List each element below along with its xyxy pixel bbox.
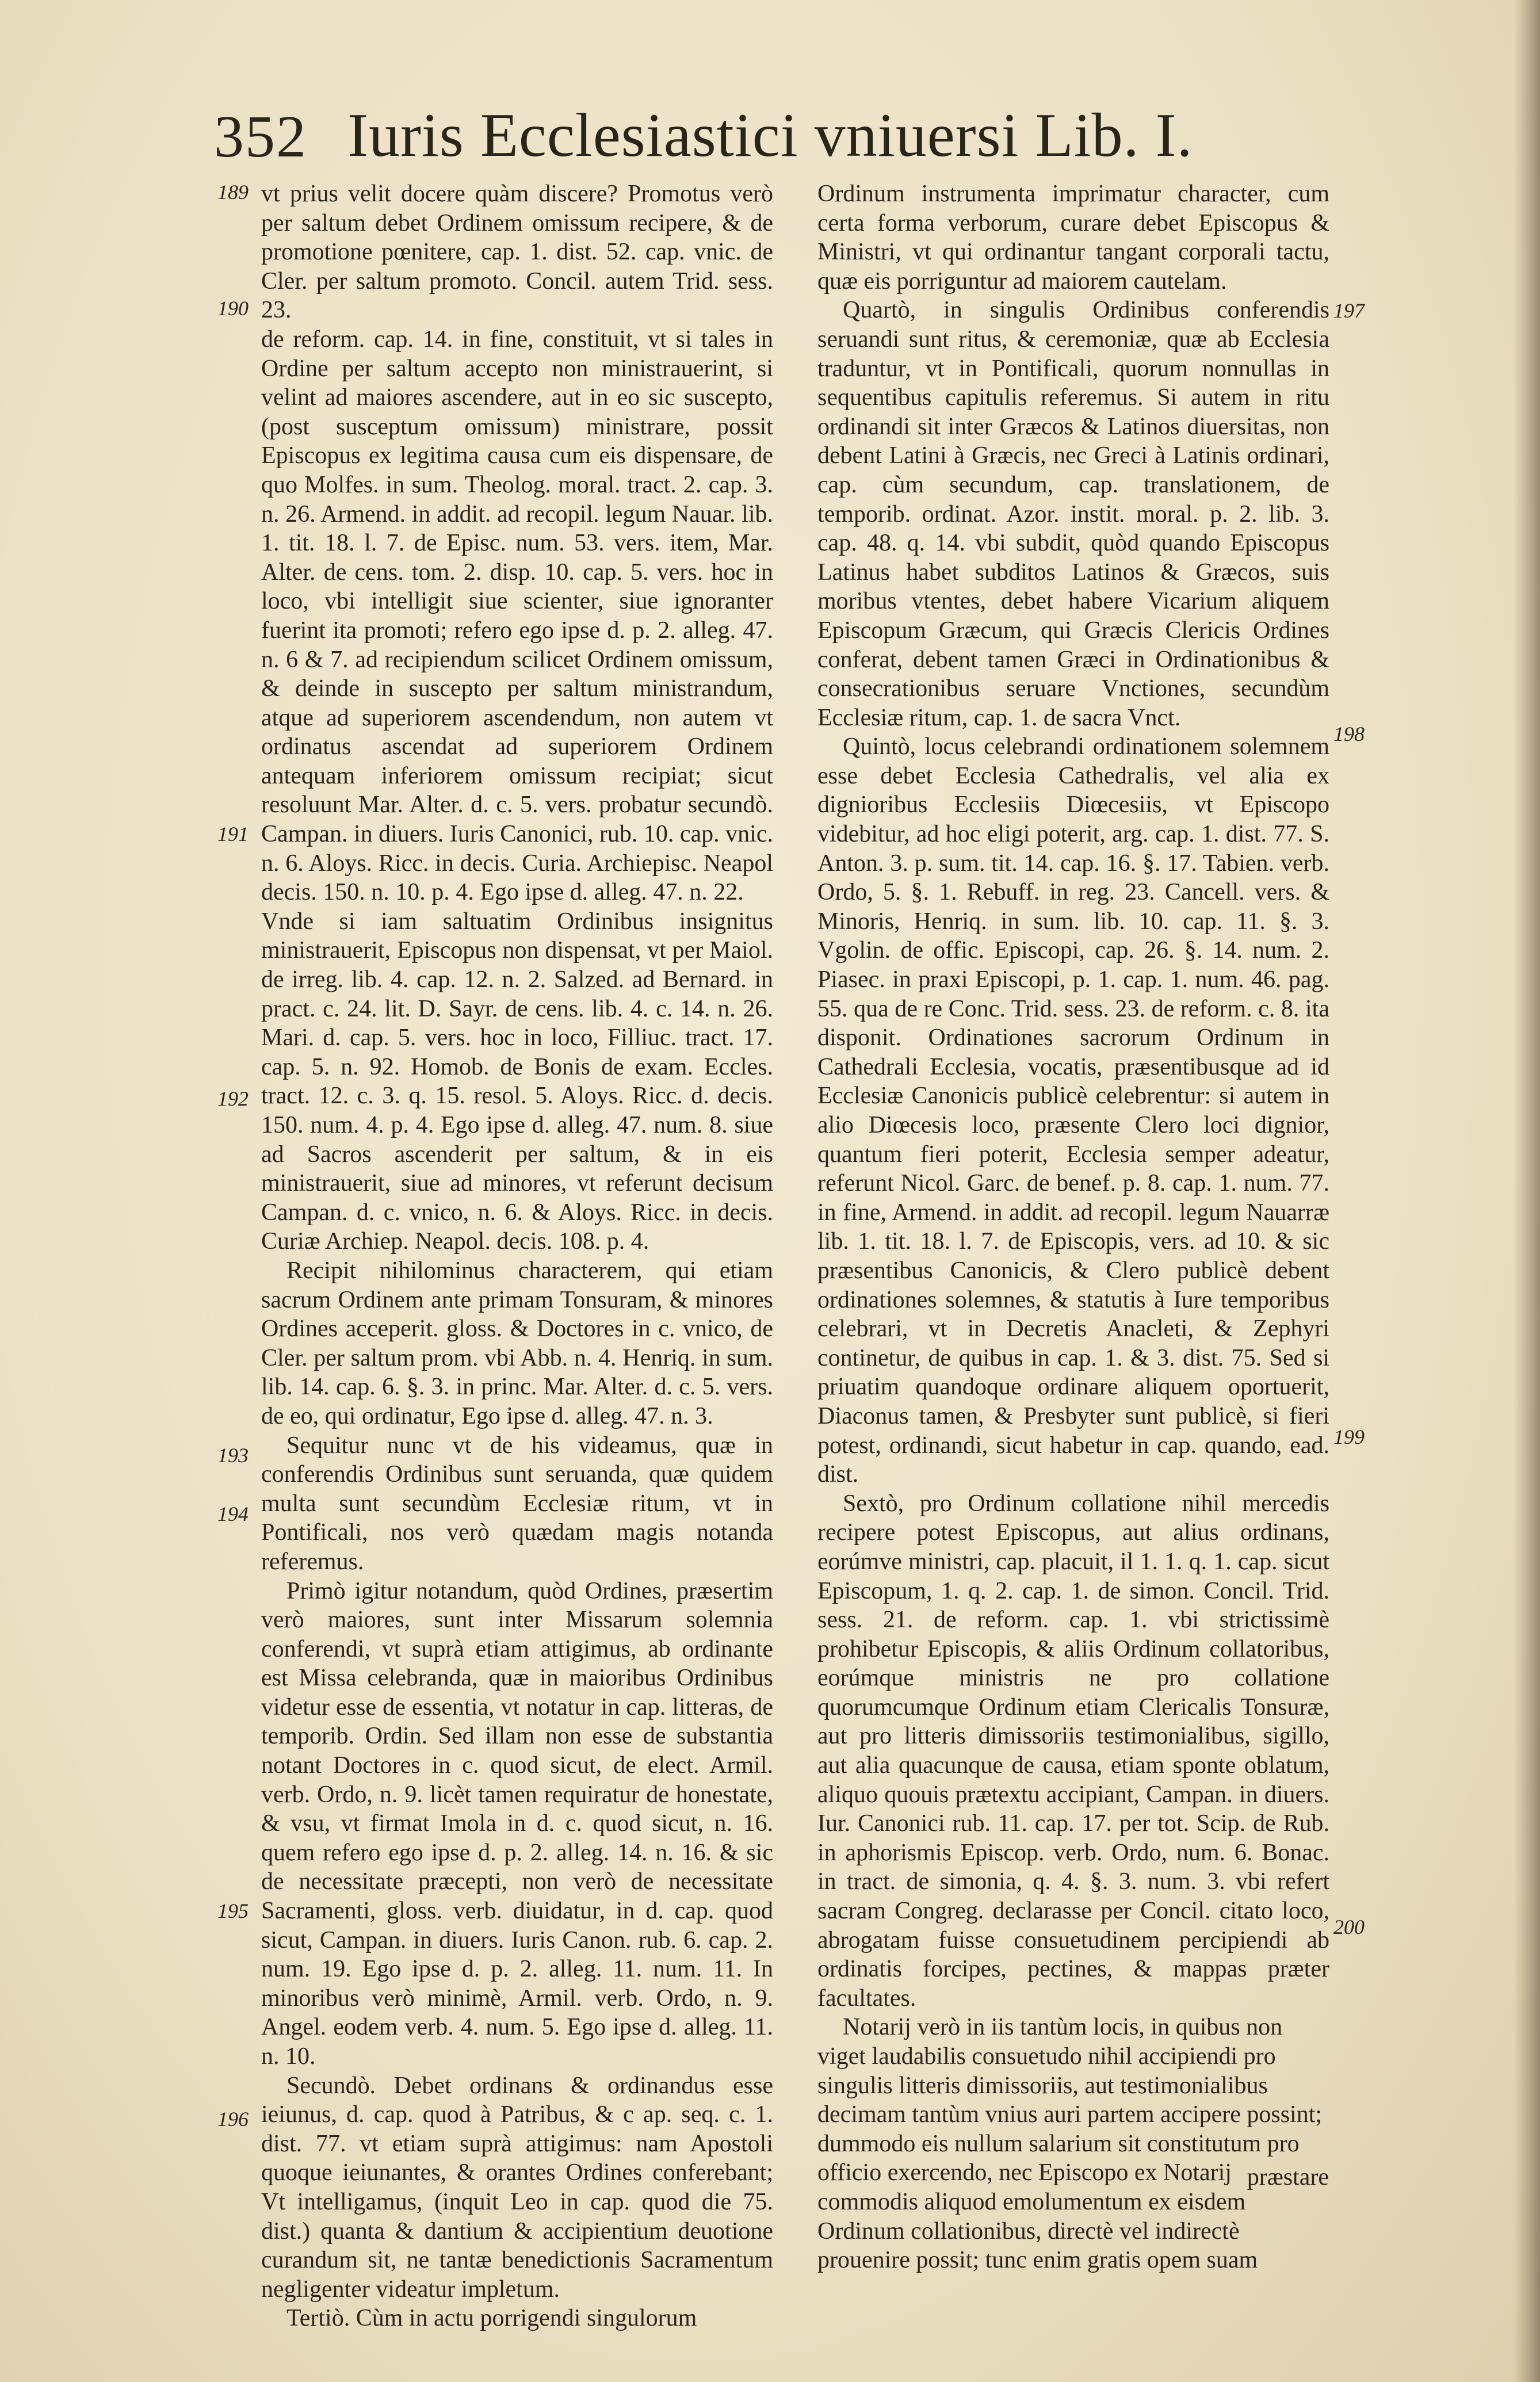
paragraph: Recipit nihilominus characterem, qui etiam sacrum Ordinem ante primam Tonsuram, & minores Ordines acceperit. gloss. & Doctores in c. vnico, de Cler. per saltum prom. vbi Abb. n. 4. Henriq. in sum. lib. 14. cap. 6. §. 3. in princ. Mar. Alter. d. c. 5. vers. de eo, qui ordinatur, Ego ipse d. alleg. 47. n. 3. (261, 1257, 773, 1429)
marginal-number: 197 (1333, 299, 1365, 322)
paragraph: Tertiò. Cùm in actu porrigendi singulorum (286, 2305, 697, 2332)
marginal-number: 196 (217, 2108, 249, 2131)
marginal-number: 199 (1333, 1425, 1365, 1448)
paragraph: Vnde si iam saltuatim Ordinibus insignitus ministrauerit, Episcopus non dispensat, vt per Maiol. de irreg. lib. 4. cap. 12. n. 2. Salzed. ad Bernard. in pract. c. 24. lit. D. Sayr. de cens. lib. 4. c. 14. n. 26. Mari. d. cap. 5. vers. hoc in loco, Filliuc. tract. 17. cap. 5. n. 92. Homob. de Bonis de exam. Eccles. tract. 12. c. 3. q. 15. resol. 5. Aloys. Ricc. d. decis. 150. num. 4. p. 4. Ego ipse d. alleg. 47. num. 8. siue ad Sacros ascenderit per saltum, & in eis ministrauerit, siue ad minores, vt referunt decisum Campan. d. c. vnico, n. 6. & Aloys. Ricc. in decis. Curiæ Archiep. Neapol. decis. 108. p. 4. (261, 908, 773, 1255)
book-spine-shadow (1514, 0, 1540, 2382)
marginal-number: 200 (1333, 1915, 1365, 1939)
marginal-number: 191 (217, 823, 249, 846)
paragraph: Sequitur nunc vt de his videamus, quæ in conferendis Ordinibus sunt seruanda, quæ quidem multa sunt secundùm Ecclesiæ ritum, vt in Pontificali, nos verò quædam magis notanda referemus. (261, 1432, 773, 1575)
page-header (214, 86, 1307, 170)
running-title: Iuris Ecclesiastici vniuersi Lib. I. (347, 101, 1193, 170)
paragraph: vt prius velit docere quàm discere? Promotus verò per saltum debet Ordinem omissum recipere, & de promotione pœnitere, cap. 1. dist. 52. cap. vnic. de Cler. per saltum promoto. Concil. autem Trid. sess. 23. (261, 181, 773, 324)
marginal-number: 195 (217, 1899, 249, 1922)
left-text-column (261, 179, 773, 2332)
paragraph: Secundò. Debet ordinans & ordinandus esse ieiunus, d. cap. quod à Patribus, & c ap. seq. c. 1. dist. 77. vt etiam suprà attigimus: nam Apostoli quoque ieiunantes, & orantes Ordines conferebant; Vt intelligamus, (inquit Leo in cap. quod die 75. dist.) quanta & dantium & accipientium deuotione curandum sit, ne tantæ benedictionis Sacramentum negligenter videatur impletum. (261, 2072, 773, 2303)
marginal-number: 189 (217, 181, 249, 204)
right-text-column (817, 179, 1329, 2274)
marginal-number: 193 (217, 1444, 249, 1467)
marginal-number: 198 (1333, 722, 1365, 745)
paragraph: Notarij verò in iis tantùm locis, in quibus non viget laudabilis consuetudo nihil accipiendi pro singulis litteris dimissoriis, aut testimonialibus decimam tantùm vnius auri partem accipere possint; dummodo eis nullum salarium sit constitutum pro officio exercendo, nec Episcopo ex Notarij commodis aliquod emolumentum ex eisdem Ordinum collationibus, directè vel indirectè prouenire possit; tunc enim gratis opem suam (817, 2014, 1323, 2274)
paragraph: Ordinum instrumenta imprimatur character, cum certa forma verborum, curare debet Episcopus & Ministri, vt qui ordinantur tangant corporali tactu, quæ eis porriguntur ad maiorem cautelam. (817, 181, 1329, 295)
paragraph: Quintò, locus celebrandi ordinationem solemnem esse debet Ecclesia Cathedralis, vel alia ex dignioribus Ecclesiis Diœcesiis, vt Episcopo videbitur, ad hoc eligi poterit, arg. cap. 1. dist. 77. S. Anton. 3. p. sum. tit. 14. cap. 16. §. 17. Tabien. verb. Ordo, 5. §. 1. Rebuff. in reg. 23. Cancell. vers. & Minoris, Henriq. in sum. lib. 10. cap. 11. §. 3. Vgolin. de offic. Episcopi, cap. 26. §. 14. num. 2. Piasec. in praxi Episcopi, p. 1. cap. 1. num. 46. pag. 55. qua de re Conc. Trid. sess. 23. de reform. c. 8. ita disponit. Ordinationes sacrorum Ordinum in Cathedrali Ecclesia, vocatis, præsentibusque ad id Ecclesiæ Canonicis publicè celebrentur: si autem in alio Diœcesis loco, præsente Clero loci dignior, quantum fieri poterit, Ecclesia semper adeatur, referunt Nicol. Garc. de benef. p. 8. cap. 1. num. 77. in fine, Armend. in addit. ad recopil. legum Nauarræ lib. 1. tit. 18. l. 7. de Episcopis, vers. ad 10. & sic præsentibus Canonicis, & Clero publicè debent ordinationes solemnes, & statutis à Iure temporibus celebrari, vt in Decretis Anacleti, & Zephyri continetur, de quibus in cap. 1. & 3. dist. 75. Sed si priuatim quandoque ordinare aliquem oportuerit, Diaconus tamen, & Presbyter sunt publicè, si fieri potest, ordinandi, sicut habetur in cap. quando, ead. dist. (817, 733, 1329, 1488)
page-number: 352 (214, 104, 307, 170)
paragraph: Primò igitur notandum, quòd Ordines, præsertim verò maiores, sunt inter Missarum solemnia conferendi, vt suprà etiam attigimus, ab ordinante est Missa celebranda, quæ in maioribus Ordinibus videtur esse de essentia, vt notatur in cap. litteras, de temporib. Ordin. Sed illam non esse de substantia notant Doctores in c. quod sicut, de elect. Armil. verb. Ordo, n. 9. licèt tamen requiratur de honestate, & vsu, vt firmat Imola in d. c. quod sicut, n. 16. quem refero ego ipse d. p. 2. alleg. 14. n. 16. & sic de necessitate præcepti, non verò de necessitate Sacramenti, gloss. verb. diuidatur, in d. cap. quod sicut, Campan. in diuers. Iuris Canon. rub. 6. cap. 2. num. 19. Ego ipse d. p. 2. alleg. 11. num. 11. In minoribus verò minimè, Armil. verb. Ordo, n. 9. Angel. eodem verb. 4. num. 5. Ego ipse d. alleg. 11. n. 10. (261, 1577, 773, 2070)
marginal-number: 192 (217, 1087, 249, 1110)
paragraph: Quartò, in singulis Ordinibus conferendis seruandi sunt ritus, & ceremoniæ, quæ ab Ecclesia traduntur, vt in Pontificali, quorum nonnullas in sequentibus capitulis referemus. Si autem in ritu ordinandi sit inter Græcos & Latinos diuersitas, non debent Latini à Græcis, nec Greci à Latinis ordinari, cap. cùm secundum, cap. translationem, de temporib. ordinat. Azor. instit. moral. p. 2. lib. 3. cap. 48. q. 14. vbi subdit, quòd quando Episcopus Latinus habet subditos Latinos & Græcos, suis moribus vtentes, debet habere Vicarium aliquem Episcopum Græcum, qui Græcis Clericis Ordines conferat, debent tamen Græci in Ordinationibus & consecrationibus seruare Vnctiones, secundùm Ecclesiæ ritum, cap. 1. de sacra Vnct. (817, 297, 1329, 731)
marginal-number: 194 (217, 1502, 249, 1525)
paragraph: Sextò, pro Ordinum collatione nihil mercedis recipere potest Episcopus, aut alius ordinans, eorúmve ministri, cap. placuit, il 1. 1. q. 1. cap. sicut Episcopum, 1. q. 2. cap. 1. de simon. Concil. Trid. sess. 21. de reform. cap. 1. vbi strictissimè prohibetur Episcopis, & aliis Ordinum collatoribus, eorúmque ministris ne pro collatione quorumcumque Ordinum etiam Clericalis Tonsuræ, aut pro litteris dimissoriis testimonialibus, sigillo, aut alia quacunque de causa, etiam sponte oblatum, aliquo quouis prætextu accipiant, Campan. in diuers. Iur. Canonici rub. 11. cap. 17. per tot. Scip. de Rub. in aphorismis Episcop. verb. Ordo, num. 6. Bonac. in tract. de simonia, q. 4. §. 3. num. 3. vbi refert sacram Congreg. declarasse per Concil. citato loco, abrogatam fuisse consuetudinem percipiendi ab ordinatis forcipes, pectines, & mappas præter facultates. (817, 1490, 1329, 2012)
marginal-number: 190 (217, 297, 249, 320)
paragraph: de reform. cap. 14. in fine, constituit, vt si tales in Ordine per saltum accepto non ministrauerint, si velint ad maiores ascendere, aut in eo sic suscepto, (post susceptum omissum) ministrare, possit Episcopus ex legitima causa cum eis dispensare, de quo Molfes. in sum. Theolog. moral. tract. 2. cap. 3. n. 26. Armend. in addit. ad recopil. legum Nauar. lib. 1. tit. 18. l. 7. de Episc. num. 53. vers. item, Mar. Alter. de cens. tom. 2. disp. 10. cap. 5. vers. hoc in loco, vbi intelligit siue scienter, siue ignoranter fuerint ita promoti; refero ego ipse d. p. 2. alleg. 47. n. 6 & 7. ad recipiendum scilicet Ordinem omissum, & deinde in suscepto per saltum ministrandum, atque ad superiorem ascendendum, non autem vt ordinatus ascendat ad superiorem Ordinem antequam inferiorem omissum recipiat; sicut resoluunt Mar. Alter. d. c. 5. vers. probatur secundò. Campan. in diuers. Iuris Canonici, rub. 10. cap. vnic. n. 6. Aloys. Ricc. in decis. Curia. Archiepisc. Neapol decis. 150. n. 10. p. 4. Ego ipse d. alleg. 47. n. 22. (261, 326, 773, 906)
catchword: præstare (1247, 2164, 1329, 2190)
